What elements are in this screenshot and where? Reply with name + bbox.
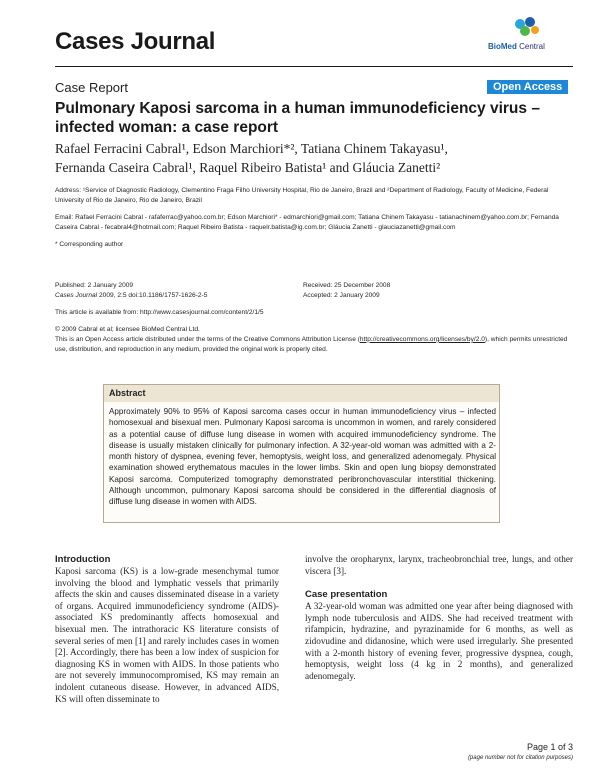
article-type: Case Report [55,80,128,95]
authors-line-1: Rafael Ferracini Cabral¹, Edson Marchiori*², Tatiana Chinem Takayasu¹, [55,141,448,156]
accepted-date: Accepted: 2 January 2009 [303,291,380,299]
abstract-box [103,384,500,523]
introduction-continued: involve the oropharynx, larynx, tracheobronchial tree, lungs, and other viscera [3]. [305,554,573,576]
author-affiliations: Address: ¹Service of Diagnostic Radiology, Clementino Fraga Filho University Hospital, Rio de Janeiro, Brazil and ²Department of Radiology, Faculty of Medicine, Federal University of Rio de Janeiro, Rio de Janeiro, Brazil [55,187,549,204]
body-column-left [55,554,279,705]
open-access-badge: Open Access [487,80,568,94]
review-dates [303,281,390,301]
body-column-right [305,554,573,682]
author-list [55,139,575,177]
publisher-logo [488,16,568,56]
page-number: Page 1 of 3 [526,742,573,752]
case-presentation-heading: Case presentation [305,589,388,601]
author-emails: Email: Rafael Ferracini Cabral - rafaferrac@yahoo.com.br; Edson Marchiori* - edmarchiori@gmail.com; Tatiana Chinem Takayasu - tatianachinem@yahoo.com.br; Fernanda Caseira Cabral - fecabral4@hotmail.com; Raquel Ribeiro Batista - raquelr.batista@ig.com.br; Gláucia Zanetti - glauciazanetti@gmail.com [55,214,559,231]
received-date: Received: 25 December 2008 [303,282,391,289]
published-date: Published: 2 January 2009 [55,282,134,289]
header-divider [55,66,573,67]
citation: Cases Journal 2009, 2:5 doi:10.1186/1757-1626-2-5 [55,291,208,299]
abstract-text: Approximately 90% to 95% of Kaposi sarcoma cases occur in human immunodeficiency virus – infected homosexual and bisexual men. Pulmonary Kaposi sarcoma is uncommon in women, and rarely considered as a potential cause of diffuse lung disease in women with acquired immunodeficiency syndrome. The disease is usually mistaken clinically for pulmonary infection. A 32-year-old woman was admitted with a 2-month history of dyspnea, evening fever, hemoptysis, weight loss, and generalized adenomegaly. Physical examination showed erythematous macules in the lower limbs. Skin and open lung biopsy demonstrated Kaposi sarcoma. Computerized tomography demonstrated peribronchovascular interstitial thickening. Although uncommon, pulmonary Kaposi sarcoma should be considered in the differential diagnosis of diffuse lung disease in women with AIDS. [109,407,496,507]
introduction-text: Kaposi sarcoma (KS) is a low-grade mesenchymal tumor involving the blood and lymphatic vessels that primarily affects the skin and causes disseminated disease in a variety of organs. Acquired immunodeficiency syndrome (AIDS)-associated KS predominantly affects homosexual and bisexual men. The intrathoracic KS literature consists of several series of men [1] and rarely includes cases in women [2]. Accordingly, there has been a low index of suspicion for diagnosing KS in women with AIDS. In those patients who are not severely immunocompromised, KS may remain an indolent cutaneous disease. However, in advanced AIDS, KS will often disseminate to [55,566,279,704]
journal-title: Cases Journal [55,28,216,55]
copyright-line: © 2009 Cabral et al; licensee BioMed Central Ltd. [55,326,200,333]
license-text: This is an Open Access article distributed under the terms of the Creative Commons Attribution License (http://creativecommons.org/licenses/by/2.0), which permits unrestricted use, distribution, and reproduction in any medium, provided the original work is properly cited. [55,335,568,353]
article-title: Pulmonary Kaposi sarcoma in a human immunodeficiency virus – infected woman: a case report [55,100,540,136]
biomed-central-logo-icon [512,16,542,42]
license-link[interactable]: http://creativecommons.org/licenses/by/2.0 [359,335,485,343]
introduction-heading: Introduction [55,554,111,565]
publisher-name: BioMed Central [488,42,545,51]
abstract-heading: Abstract [104,385,499,402]
publication-info [55,281,207,301]
corresponding-author-note: * Corresponding author [55,241,124,248]
article-url[interactable]: This article is available from: http://www.casesjournal.com/content/2/1/5 [55,309,264,316]
page-number-note: (page number not for citation purposes) [467,755,573,761]
copyright-notice [55,325,575,354]
authors-line-2: Fernanda Caseira Cabral¹, Raquel Ribeiro Batista¹ and Gláucia Zanetti² [55,160,441,175]
case-presentation-text: A 32-year-old woman was admitted one year after being diagnosed with lymph node tuberculosis and AIDS. She had received treatment with rifampicin, hydrazine, and pyrazinamide for 6 months, as well as zidovudine and didanosine, which were used irregularly. She presented with a 2-month history of evening fever, progressive dyspnea, cough, hemoptysis, weight loss (4 kg in 2 months), and generalized adenomegaly. [305,601,573,681]
